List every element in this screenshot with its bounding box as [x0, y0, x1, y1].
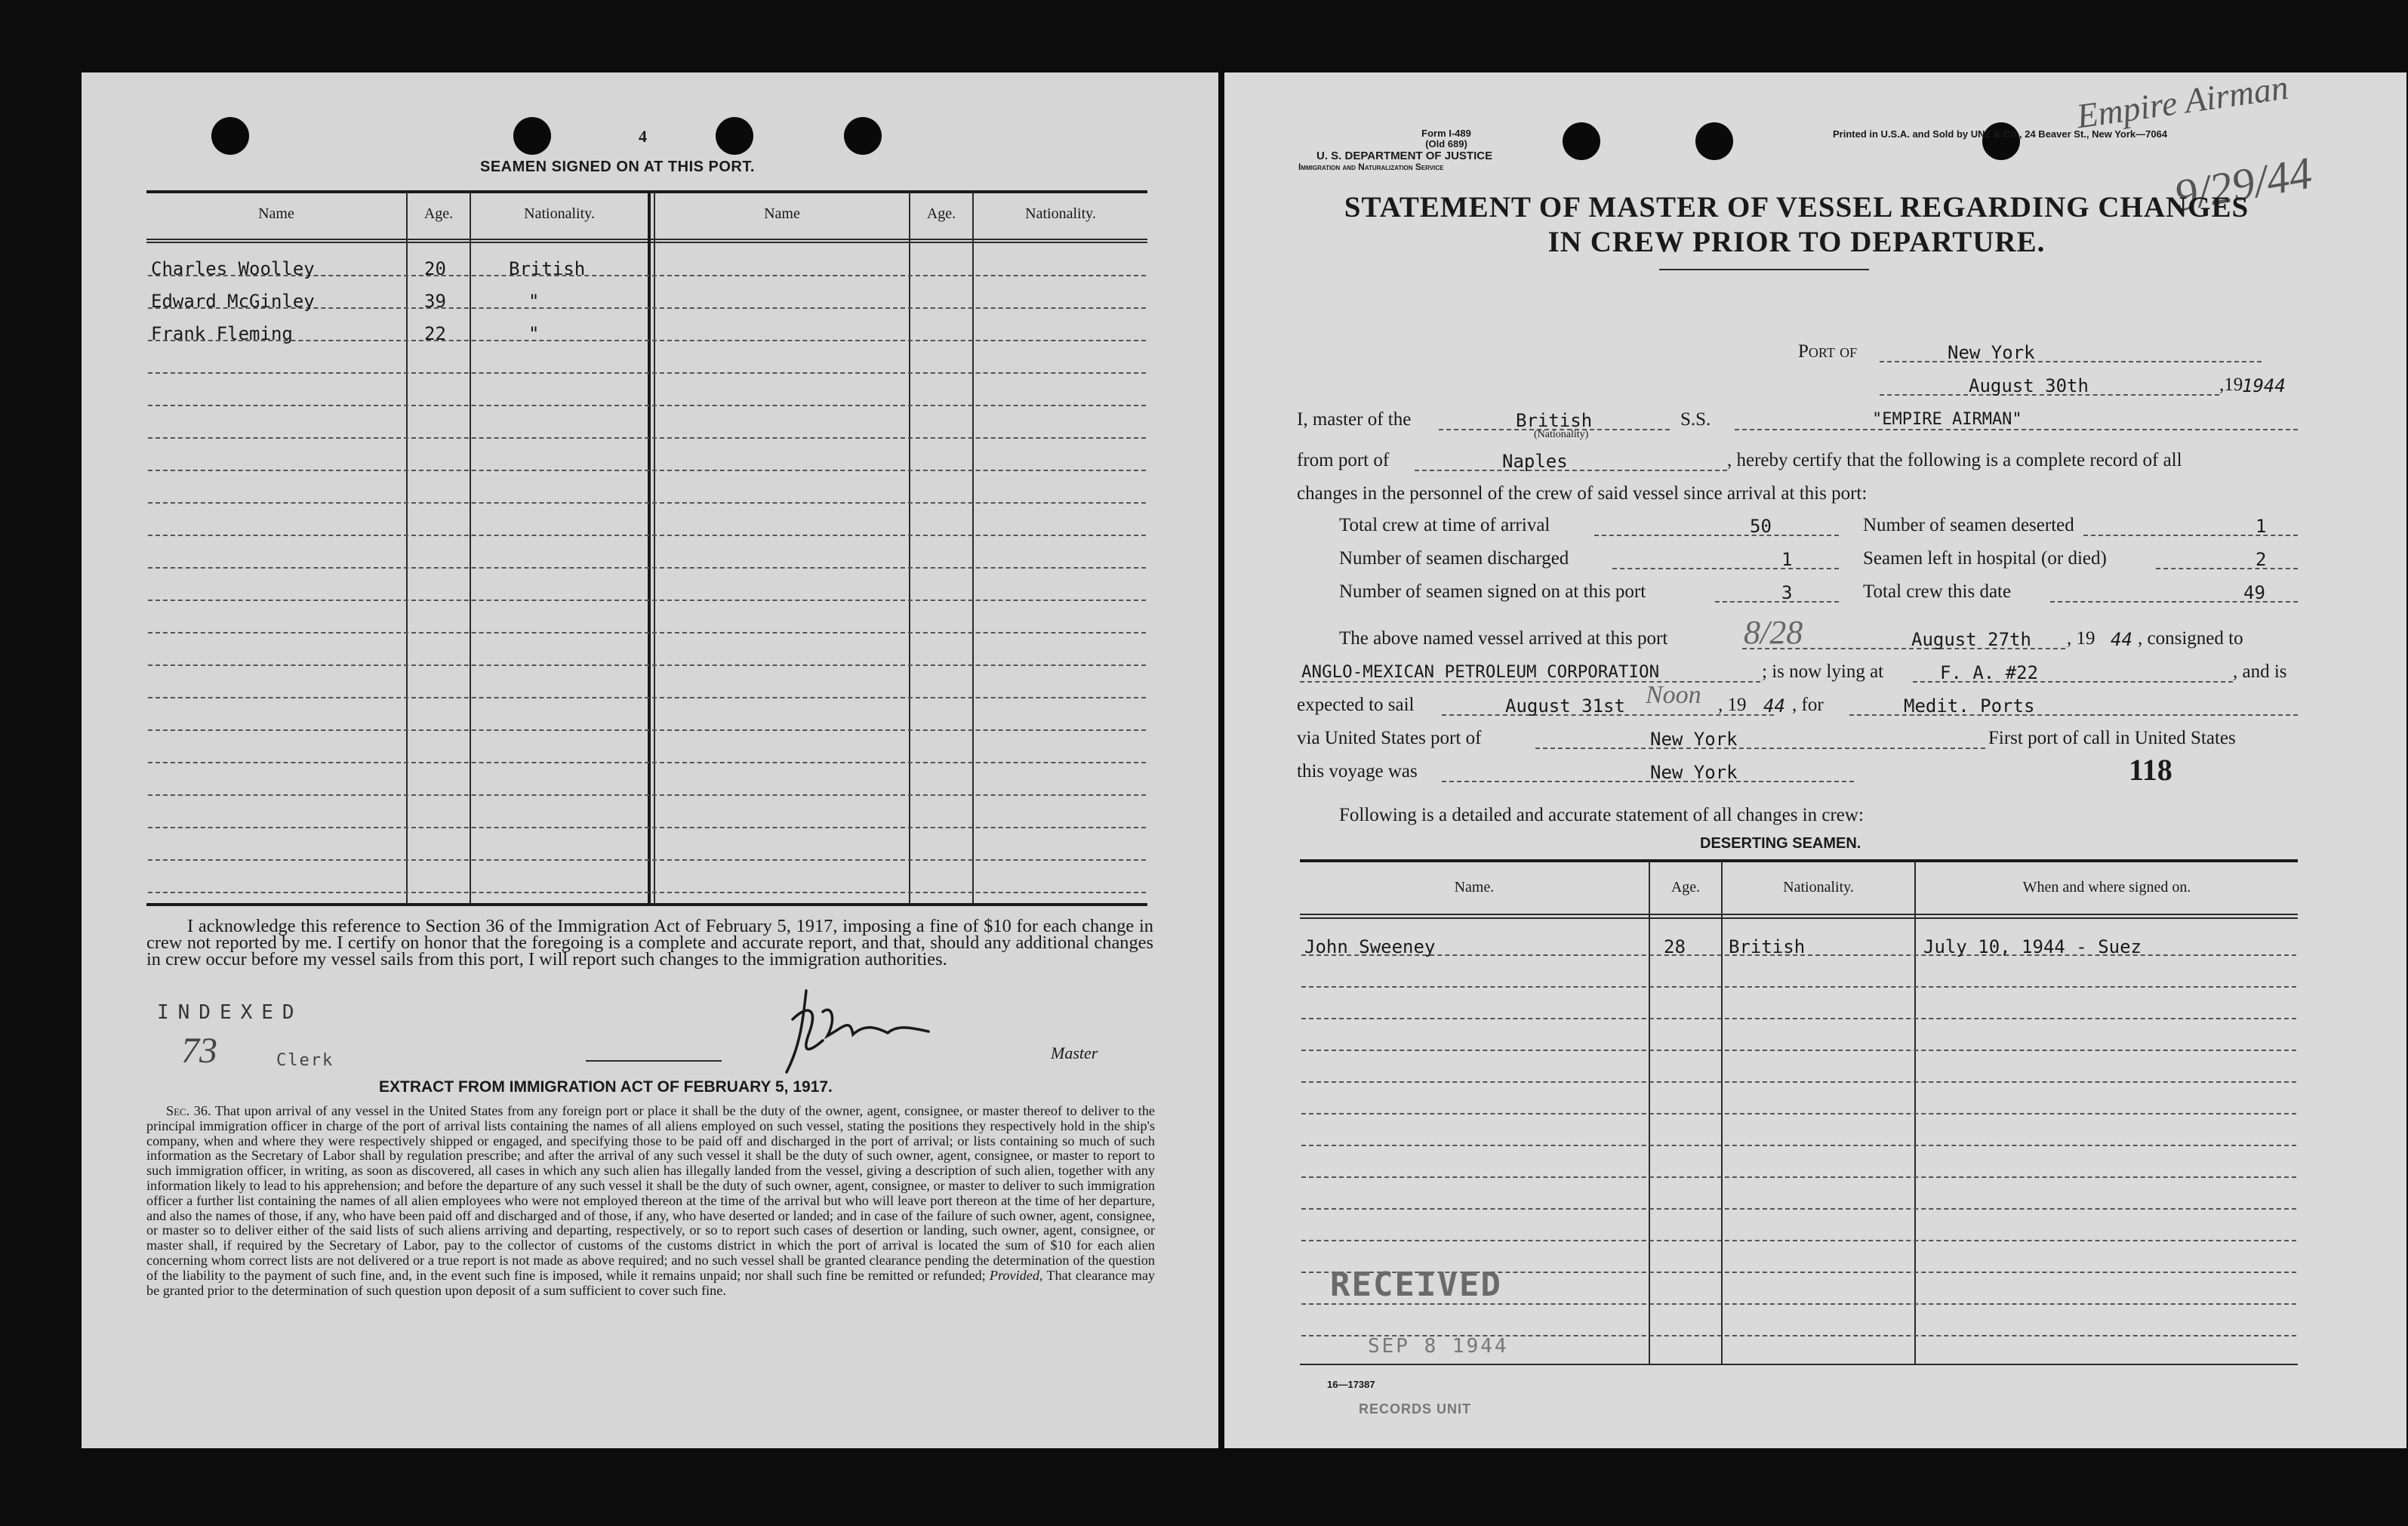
signed-on-count: 3	[1781, 582, 1793, 603]
sail-handwritten: Noon	[1646, 681, 1701, 709]
via-port: New York	[1650, 729, 1738, 750]
clerk-initials: 73	[181, 1031, 217, 1071]
first-call-port: New York	[1650, 762, 1738, 783]
row-line	[148, 827, 1146, 828]
column-header: Nationality.	[524, 205, 595, 222]
table-bottom-rule	[146, 903, 1147, 906]
certify-text: , hereby certify that the following is a complete record of all	[1727, 450, 2182, 470]
row-line	[148, 437, 1146, 439]
column-header: Name	[258, 205, 294, 222]
row-line	[148, 892, 1146, 893]
fill-line	[1715, 601, 1839, 603]
fill-line	[1880, 361, 2262, 362]
crew-name: Edward McGinley	[151, 291, 315, 312]
title-line-1: STATEMENT OF MASTER OF VESSEL REGARDING CHANGES	[1344, 191, 2249, 224]
department: U. S. DEPARTMENT OF JUSTICE	[1316, 150, 1493, 162]
row-line	[1301, 986, 2296, 988]
and-is: , and is	[2233, 661, 2287, 682]
total-crew-arrival-label: Total crew at time of arrival	[1339, 515, 1550, 535]
crew-nationality: "	[528, 323, 540, 344]
extract-title: EXTRACT FROM IMMIGRATION ACT OF FEBRUARY 5, 1917.	[379, 1078, 833, 1096]
crew-nationality: British	[509, 258, 586, 279]
sail-year: 44	[1763, 695, 1785, 717]
row-line	[148, 664, 1146, 666]
deserted-label: Number of seamen deserted	[1863, 515, 2074, 535]
nationality-caption: (Nationality)	[1534, 429, 1589, 440]
deserted-count: 1	[2256, 516, 2267, 537]
port-value: New York	[1948, 342, 2035, 363]
column-header: Age.	[423, 205, 454, 222]
row-line	[148, 600, 1146, 601]
year-value: 1944	[2242, 375, 2286, 396]
fill-line	[1535, 748, 1985, 749]
row-line	[1301, 1018, 2296, 1019]
row-line	[148, 697, 1146, 698]
master-of-label: I, master of the	[1297, 409, 1412, 430]
table-top-rule	[146, 190, 1147, 193]
following-text: Following is a detailed and accurate statement of all changes in crew:	[1339, 805, 1864, 825]
col-divider	[909, 192, 910, 903]
form-number-block	[1401, 128, 1492, 150]
sail-date: August 31st	[1505, 695, 1625, 717]
fill-line	[1612, 568, 1839, 569]
for-label: , for	[1792, 695, 1824, 715]
punch-hole	[513, 117, 551, 155]
col-divider	[470, 192, 471, 903]
deserter-name: John Sweeney	[1304, 936, 1436, 957]
punch-hole	[1563, 122, 1600, 160]
received-stamp: RECEIVED	[1330, 1266, 1502, 1304]
form-old: (Old 689)	[1425, 138, 1467, 150]
row-line	[148, 794, 1146, 796]
deserting-column-header: Name.	[1454, 879, 1495, 896]
received-date: SEP 8 1944	[1368, 1335, 1509, 1358]
total-crew-arrival: 50	[1750, 516, 1772, 537]
deserter-age: 28	[1664, 936, 1686, 957]
discharged-count: 1	[1781, 549, 1793, 570]
deserter-signed-on: July 10, 1944 - Suez	[1923, 936, 2142, 957]
from-port-label: from port of	[1297, 450, 1390, 470]
fill-line	[1415, 470, 1727, 471]
arrived-label: The above named vessel arrived at this port	[1339, 628, 1668, 649]
section-label: Sec. 36.	[166, 1103, 211, 1118]
col-divider	[1914, 861, 1916, 1364]
section-36-text	[146, 1104, 1155, 1298]
deserting-header-rule	[1300, 914, 2298, 915]
sail-year-prefix: , 19	[1718, 695, 1747, 715]
berth: F. A. #22	[1940, 662, 2039, 683]
consigned-label: , consigned to	[2138, 628, 2243, 649]
title-underline	[1659, 269, 1869, 270]
handwritten-note: Empire Airman	[2074, 67, 2291, 136]
discharged-label: Number of seamen discharged	[1339, 548, 1569, 569]
right-page	[1224, 72, 2406, 1448]
col-divider	[654, 192, 655, 903]
form-code: 16—17387	[1327, 1379, 1375, 1390]
row-line	[1301, 1240, 2296, 1241]
col-divider	[972, 192, 974, 903]
row-line	[1301, 1113, 2296, 1114]
fill-line	[1442, 781, 1854, 782]
deserter-nationality: British	[1729, 936, 1806, 957]
header-rule	[146, 242, 1147, 243]
crew-age: 39	[424, 291, 446, 312]
punch-hole	[211, 117, 249, 155]
clerk-label: Clerk	[276, 1051, 334, 1070]
total-crew-label: Total crew this date	[1863, 581, 2012, 602]
deserting-bottom-rule	[1300, 1364, 2298, 1365]
master-label: Master	[1051, 1044, 1098, 1062]
column-header: Age.	[926, 205, 956, 222]
nationality-value: British	[1516, 410, 1593, 431]
col-divider	[648, 192, 651, 903]
first-call-label: First port of call in United States	[1988, 728, 2236, 748]
via-label: via United States port of	[1297, 728, 1482, 748]
destination: Medit. Ports	[1904, 695, 2035, 717]
col-divider	[406, 192, 408, 903]
col-divider	[1649, 861, 1650, 1364]
ss-label: S.S.	[1680, 409, 1711, 430]
row-line	[148, 372, 1146, 374]
consignee: ANGLO-MEXICAN PETROLEUM CORPORATION	[1301, 662, 1660, 682]
arrived-handwritten: 8/28	[1744, 614, 1803, 651]
row-line	[148, 535, 1146, 536]
section-body: That upon arrival of any vessel in the United States from any foreign port or place it shall be the duty of the owner, agent, consignee, or master thereof to deliver to the principal immigration officer in charge of the port of arrival lists containing the names of all aliens employed on such vessel, stating the positions they respectively hold in the ship's company, when and where they were respectively shipped or engaged, and specifying those to be paid off and discharged in the port of arrival; or lists containing so much of such information as the Secretary of Labor shall by regulation prescribe; and after the arrival of any such vessel it shall be the duty of such owner, agent, consignee, or master to report to such immigration officer, in writing, as soon as discovered, all cases in which any such alien has illegally landed from the vessel, giving a description of such alien, together with any information likely to lead to his apprehension; and before the departure of any such vessel it shall be the duty of such owner, agent, consignee, or master to deliver to such immigration officer a further list containing the names of all alien employees who were not employed thereon at the time of the arrival but who will leave port thereon at the time of her departure, and also the names of those, if any, who have been paid off and discharged and of those, if any, who have deserted or landed; and in case of the failure of such owner, agent, consignee, or master so to deliver either of the said lists of such aliens arriving and departing, respectively, or so to report such cases of desertion or landing, such owner, agent, consignee, or master shall, if required by the Secretary of Labor, pay to the collector of customs of the customs district in which the port of arrival is located the sum of $10 for each alien concerning whom correct lists are not delivered or a true report is not made as above required; and no such vessel shall be granted clearance pending the determination of the question of the liability to the payment of such fine, and, in the event such fine is imposed, while it remains unpaid; nor shall such fine be remitted or refunded;	[146, 1103, 1155, 1283]
changes-text: changes in the personnel of the crew of said vessel since arrival at this port:	[1297, 483, 1868, 504]
proviso-label: Provided,	[989, 1267, 1043, 1283]
signature-line	[586, 1060, 722, 1062]
row-line	[148, 632, 1146, 634]
total-crew-count: 49	[2243, 582, 2265, 603]
lying-label: ; is now lying at	[1762, 661, 1884, 682]
punch-hole	[716, 117, 753, 155]
deserting-column-header: Nationality.	[1783, 879, 1854, 896]
handwritten-date: 9/29/44	[2170, 147, 2316, 221]
form-number: Form I-489	[1421, 128, 1471, 139]
row-line	[148, 567, 1146, 569]
row-line	[148, 729, 1146, 731]
row-line	[148, 340, 1146, 341]
master-signature	[740, 974, 966, 1080]
arrived-date: August 27th	[1911, 629, 2031, 650]
crew-nationality: "	[528, 291, 540, 312]
col-divider	[1721, 861, 1723, 1364]
row-line	[1301, 1050, 2296, 1051]
vessel-name: "EMPIRE AIRMAN"	[1872, 410, 2022, 429]
row-line	[1301, 1176, 2296, 1178]
year-label: ,19	[2219, 375, 2243, 395]
fill-line	[1594, 535, 1839, 536]
row-line	[1301, 1145, 2296, 1146]
row-line	[148, 859, 1146, 861]
row-line	[148, 762, 1146, 763]
printer-imprint: Printed in U.S.A. and Sold by UNZ & Co., 24 Beaver St., New York—7064	[1833, 128, 2168, 140]
row-line	[148, 470, 1146, 471]
proviso-text: That clearance may be granted prior to the determination of such question upon deposit of a sum sufficient to cover such fine.	[146, 1267, 1156, 1298]
voyage-label: this voyage was	[1297, 761, 1418, 781]
date-value: August 30th	[1969, 375, 2089, 396]
row-line	[1301, 1081, 2296, 1083]
hospital-label: Seamen left in hospital (or died)	[1863, 548, 2107, 569]
service: Immigration and Naturalization Service	[1298, 162, 1444, 172]
page-number: 4	[639, 127, 647, 146]
crew-name: Charles Woolley	[151, 258, 315, 279]
deserting-column-header: When and where signed on.	[2022, 879, 2191, 896]
row-line	[148, 502, 1146, 504]
arrived-year-prefix: , 19	[2067, 628, 2095, 649]
crew-age: 22	[424, 323, 446, 344]
crew-name: Frank Fleming	[151, 323, 293, 344]
port-label: Port of	[1798, 341, 1858, 362]
deserting-title: DESERTING SEAMEN.	[1700, 835, 1861, 852]
header-rule	[146, 239, 1147, 240]
form-title	[1295, 190, 2298, 260]
deserting-column-header: Age.	[1671, 879, 1701, 896]
column-header: Name	[764, 205, 800, 222]
crew-age: 20	[424, 258, 446, 279]
fill-line	[1735, 429, 2298, 430]
row-line	[1301, 1208, 2296, 1210]
acknowledgement-text: I acknowledge this reference to Section 36 of the Immigration Act of February 5, 1917, imposing a fine of $10 for each change in crew not reported by me. I certify on honor that the foregoing is a complete and accurate report, and that, should any additional changes in crew occur before my vessel sails from this port, I will report such changes to the immigration authorities.	[146, 916, 1153, 970]
deserting-header-rule	[1300, 917, 2298, 919]
number-stamp: 118	[2129, 753, 2172, 787]
row-line	[148, 405, 1146, 406]
arrived-year: 44	[2111, 629, 2132, 650]
signed-on-label: Number of seamen signed on at this port	[1339, 581, 1646, 602]
punch-hole	[844, 117, 882, 155]
section-title: SEAMEN SIGNED ON AT THIS PORT.	[480, 159, 755, 175]
column-header: Nationality.	[1025, 205, 1096, 222]
deserting-top-rule	[1300, 859, 2298, 862]
indexed-stamp: INDEXED	[157, 1001, 303, 1024]
hospital-count: 2	[2256, 549, 2267, 570]
from-port-value: Naples	[1502, 451, 1568, 472]
expected-label: expected to sail	[1297, 695, 1415, 715]
records-stamp: RECORDS UNIT	[1359, 1401, 1472, 1417]
punch-hole	[1695, 122, 1733, 160]
fill-line	[2156, 568, 2298, 569]
title-line-2: IN CREW PRIOR TO DEPARTURE.	[1547, 226, 2046, 258]
